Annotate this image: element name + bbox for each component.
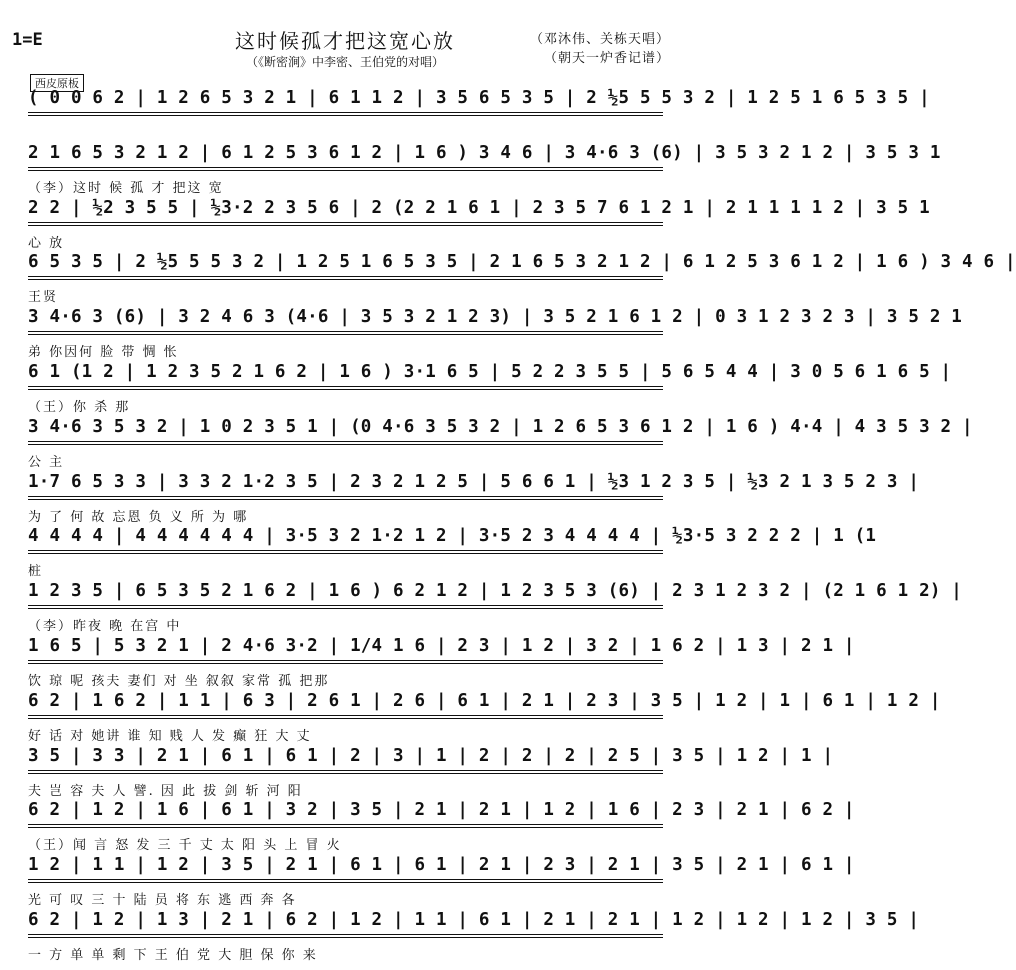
beam-line (28, 824, 663, 825)
beam-line (28, 770, 663, 771)
notation-text: 3 4·6 3 (6) | 3 2 4 6 3 (4·6 | 3 5 3 2 1 2 3) | 3 5 2 1 6 1 2 | 0 3 1 2 3 2 3 | 3 5 2 1 (28, 307, 963, 328)
beam-line (28, 496, 663, 497)
beam-line (28, 715, 663, 716)
notation-credit: （朝天一炉香记谱） (543, 51, 670, 66)
lyric-text: （王）你 杀 那 (28, 400, 131, 415)
lyric-text: 为 了 何 故 忘恩 负 义 所 为 哪 (28, 509, 249, 525)
notation-text: 3 4·6 3 5 3 2 | 1 0 2 3 5 1 | (0 4·6 3 5 3 2 | 1 2 6 5 3 6 1 2 | 1 6 ) 4·4 | 4 3 5 3 2 | (28, 416, 973, 437)
lyric-text: 公 主 (28, 454, 65, 470)
lyric-text: 桩 (28, 564, 44, 580)
beam-line (28, 279, 663, 280)
singers-credit: （邓沐伟、关栋天唱） (529, 32, 670, 47)
beam-line (28, 222, 663, 223)
notation-text: 1 2 | 1 1 | 1 2 | 3 5 | 2 1 | 6 1 | 6 1 | 2 1 | 2 3 | 2 1 | 3 5 | 2 1 | 6 1 | (28, 855, 855, 876)
beam-line (28, 605, 663, 606)
lyric-text: 心 放 (28, 235, 65, 251)
beam-line (28, 444, 663, 445)
lyric-text: 王贤 (28, 290, 59, 306)
notation-text: 1 6 5 | 5 3 2 1 | 2 4·6 3·2 | 1/4 1 6 | 2 3 | 1 2 | 3 2 | 1 6 2 | 1 3 | 2 1 | (28, 636, 855, 656)
beam-line (28, 225, 663, 226)
notation-text: 6 5 3 5 | 2 ½5 5 5 3 2 | 1 2 5 1 6 5 3 5 | 2 1 6 5 3 2 1 2 | 6 1 2 5 3 6 1 2 | 1 6 ) 3 4 6 | (28, 252, 1016, 273)
notation-text: 1·7 6 5 3 3 | 3 3 2 1·2 3 5 | 2 3 2 1 2 5 | 5 6 6 1 | ½3 1 2 3 5 | ½3 2 1 3 5 2 3 | (28, 471, 920, 492)
notation-text: 2 1 6 5 3 2 1 2 | 6 1 2 5 3 6 1 2 | 1 6 ) 3 4 6 | 3 4·6 3 (6) | 3 5 3 2 1 2 | 3 5 3 1 (28, 142, 941, 163)
beam-line (28, 170, 663, 171)
beam-line (28, 334, 663, 335)
beam-line (28, 879, 663, 880)
beam-line (28, 389, 663, 390)
lyric-text: 好 话 对 她讲 谁 知 贱 人 发 癫 狂 大 丈 (28, 728, 312, 744)
lyric-text: 夫 岂 容 夫 人 譬. 因 此 拔 剑 斩 河 阳 (28, 783, 303, 799)
beam-line (28, 553, 663, 554)
notation-text: 3 5 | 3 3 | 2 1 | 6 1 | 6 1 | 2 | 3 | 1 | 2 | 2 | 2 | 2 5 | 3 5 | 1 2 | 1 | (28, 745, 834, 766)
key-signature: 1=E (12, 30, 43, 50)
beam-line (28, 934, 663, 935)
beam-line (28, 660, 663, 661)
notation-text: 1 2 3 5 | 6 5 3 5 2 1 6 2 | 1 6 ) 6 2 1 2 | 1 2 3 5 3 (6) | 2 3 1 2 3 2 | (2 1 6 1 2) | (28, 581, 963, 602)
beam-line (28, 499, 663, 500)
page-title: 这时候孤才把这宽心放 (235, 29, 455, 53)
notation-text: ( 0 0 6 2 | 1 2 6 5 3 2 1 | 6 1 1 2 | 3 5 6 5 3 5 | 2 ½5 5 5 3 2 | 1 2 5 1 6 5 3 5 | (28, 88, 930, 108)
notation-text: 4 4 4 4 | 4 4 4 4 4 4 | 3·5 3 2 1·2 1 2 | 3·5 2 3 4 4 4 4 | ½3·5 3 2 2 2 | 1 (1 (28, 526, 877, 547)
notation-text: 6 1 (1 2 | 1 2 3 5 2 1 6 2 | 1 6 ) 3·1 6 5 | 5 2 2 3 5 5 | 5 6 5 4 4 | 3 0 5 6 1 6 5 | (28, 362, 952, 382)
beam-line (28, 167, 663, 168)
beam-line (28, 937, 663, 938)
lyric-text: 弟 你因何 脸 带 惆 怅 (28, 345, 179, 361)
beam-line (28, 550, 663, 551)
beam-line (28, 882, 663, 883)
lyric-text: 饮 琼 呢 孩夫 妻们 对 坐 叙叙 家常 孤 把那 (28, 674, 330, 689)
beam-line (28, 608, 663, 609)
beam-line (28, 441, 663, 442)
lyric-text: 一 方 单 单 剩 下 王 伯 党 大 胆 保 你 来 (28, 948, 318, 963)
beam-line (28, 331, 663, 332)
notation-text: 2 2 | ½2 3 5 5 | ½3·2 2 3 5 6 | 2 (2 2 1 6 1 | 2 3 5 7 6 1 2 1 | 2 1 1 1 1 2 | 3 5 1 (28, 197, 930, 218)
notation-text: 6 2 | 1 2 | 1 3 | 2 1 | 6 2 | 1 2 | 1 1 | 6 1 | 2 1 | 2 1 | 1 2 | 1 2 | 1 2 | 3 5 | (28, 910, 920, 930)
notation-text: 6 2 | 1 6 2 | 1 1 | 6 3 | 2 6 1 | 2 6 | 6 1 | 2 1 | 2 3 | 3 5 | 1 2 | 1 | 6 1 | 1 2 | (28, 690, 941, 711)
mode-label: 西皮原板 (30, 74, 84, 92)
beam-line (28, 827, 663, 828)
beam-line (28, 663, 663, 664)
beam-line (28, 386, 663, 387)
lyric-text: （李）这时 候 孤 才 把这 宽 (28, 180, 224, 196)
beam-line (28, 112, 663, 113)
beam-line (28, 718, 663, 719)
page-subtitle: （《断密涧》中李密、王伯党的对唱） (245, 55, 444, 69)
beam-line (28, 115, 663, 116)
lyric-text: （王）闻 言 怒 发 三 千 丈 太 阳 头 上 冒 火 (28, 838, 342, 854)
lyric-text: 光 可 叹 三 十 陆 员 将 东 逃 西 奔 各 (28, 893, 297, 909)
beam-line (28, 773, 663, 774)
notation-text: 6 2 | 1 2 | 1 6 | 6 1 | 3 2 | 3 5 | 2 1 | 2 1 | 1 2 | 1 6 | 2 3 | 2 1 | 6 2 | (28, 800, 855, 821)
lyric-text: （李）昨夜 晚 在宫 中 (28, 619, 182, 635)
beam-line (28, 276, 663, 277)
